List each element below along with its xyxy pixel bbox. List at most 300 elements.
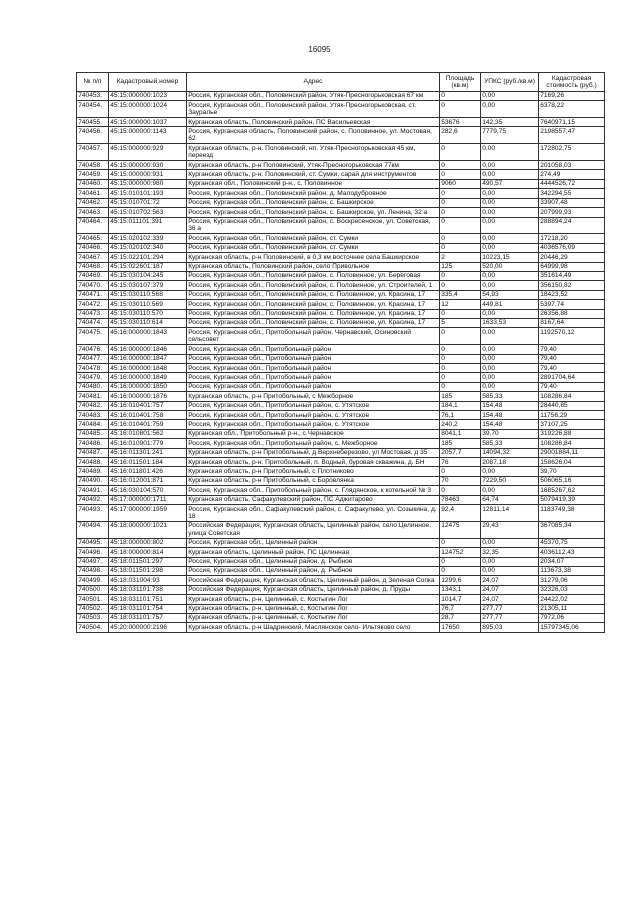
cell-upks: 490,57 (481, 179, 539, 188)
cell-number: 740474. (77, 318, 109, 327)
table-row (77, 613, 605, 622)
cell-upks: 585,33 (481, 392, 539, 401)
cell-number: 740496. (77, 548, 109, 557)
table-row (77, 345, 605, 354)
cell-number: 740462. (77, 198, 109, 207)
cell-number: 740495. (77, 538, 109, 547)
cell-area: 70 (440, 476, 481, 485)
cell-cadastral-cost: 356150,82 (539, 281, 605, 290)
cell-upks: 0,00 (481, 217, 539, 234)
cell-cadastral-number: 45:16:000000:1876 (109, 392, 187, 401)
cell-address: Курганская область, Половинский район, село Привольное (187, 262, 440, 271)
cell-upks: 39,70 (481, 429, 539, 438)
cell-cadastral-number: 45:17:000000:1959 (109, 505, 187, 522)
cell-cadastral-number: 45:16:000000:1847 (109, 354, 187, 363)
cell-cadastral-number: 45:16:010401:757 (109, 401, 187, 410)
cell-address: Курганская область, р-н Притобольный, с Плотниково (187, 467, 440, 476)
cell-cadastral-number: 45:16:010401:758 (109, 411, 187, 420)
cell-area: 0 (440, 271, 481, 280)
table-row (77, 420, 605, 429)
cell-address: Россия, Курганская обл., Целинный район, д. Рыбное (187, 566, 440, 575)
cell-cadastral-number: 45:16:000000:1846 (109, 345, 187, 354)
cell-number: 740456. (77, 127, 109, 144)
cell-address: Курганская обл., Притобольный р-н., с.Чернавское (187, 429, 440, 438)
cell-number: 740477. (77, 354, 109, 363)
cell-area: 0 (440, 566, 481, 575)
cell-cadastral-cost: 26356,88 (539, 309, 605, 318)
cell-upks: 29,43 (481, 521, 539, 538)
cell-number: 740461. (77, 189, 109, 198)
cell-cadastral-cost: 351614,49 (539, 271, 605, 280)
cell-cadastral-cost: 28440,65 (539, 401, 605, 410)
cell-cadastral-cost: 29001884,11 (539, 448, 605, 457)
cell-number: 740487. (77, 448, 109, 457)
table-row (77, 318, 605, 327)
cell-upks: 1633,53 (481, 318, 539, 327)
cell-upks: 64,74 (481, 495, 539, 504)
cell-area: 282,6 (440, 127, 481, 144)
cell-cadastral-number: 45:15:022101:294 (109, 253, 187, 262)
header-upks: УПКС (руб./кв.м) (481, 73, 539, 92)
cell-number: 740469. (77, 271, 109, 280)
cell-address: Россия, Курганская обл., Притобольный район (187, 354, 440, 363)
cell-area: 1343,1 (440, 585, 481, 594)
cell-area: 0 (440, 281, 481, 290)
cell-address: Курганская область, р-н Половинский, Утяк-Пресногорьковская 77км (187, 161, 440, 170)
cell-cadastral-cost: 32326,03 (539, 585, 605, 594)
cell-cadastral-number: 45:15:010702:563 (109, 208, 187, 217)
table-row (77, 281, 605, 290)
header-number: № п/п (77, 73, 109, 92)
cell-cadastral-cost: 1183749,38 (539, 505, 605, 522)
cell-cadastral-number: 45:15:030107:379 (109, 281, 187, 290)
cell-cadastral-number: 45:16:012001:871 (109, 476, 187, 485)
cadastral-register-table (76, 72, 605, 633)
cell-number: 740478. (77, 364, 109, 373)
cell-address: Курганская область, р-н. Целинный, с. Костыгин Лог (187, 595, 440, 604)
cell-cadastral-cost: 79,40 (539, 364, 605, 373)
cell-cadastral-cost: 79,40 (539, 354, 605, 363)
cell-area: 0 (440, 161, 481, 170)
cell-address: Россия, Курганская обл., Сафакулевский район, с. Сафакулево, ул. Созыкина, д. 18 (187, 505, 440, 522)
cell-address: Россия, Курганская обл., Притобольный район, с. Межборное (187, 439, 440, 448)
cell-upks: 154,48 (481, 411, 539, 420)
cell-cadastral-number: 45:15:000000:1037 (109, 118, 187, 127)
cell-area: 2 (440, 253, 481, 262)
cell-number: 740479. (77, 373, 109, 382)
cell-area: 335,4 (440, 290, 481, 299)
table-row (77, 538, 605, 547)
cell-cadastral-number: 45:16:011301:241 (109, 448, 187, 457)
page-number: 16095 (308, 45, 331, 54)
cell-address: Российская Федерация, Курганская область, Целинный район, село Целинное, улица Советская (187, 521, 440, 538)
table-row (77, 373, 605, 382)
cell-number: 740463. (77, 208, 109, 217)
cell-cadastral-number: 45:15:030104:245 (109, 271, 187, 280)
cell-address: Россия, Курганская обл., Половинский район, с. Башкирское (187, 198, 440, 207)
table-row (77, 170, 605, 179)
cell-address: Россия, Курганская обл., Притобольный район, с. Утятское (187, 401, 440, 410)
cell-upks: 0,00 (481, 208, 539, 217)
cell-cadastral-number: 45:18:031101:738 (109, 585, 187, 594)
cell-cadastral-cost: 17218,20 (539, 234, 605, 243)
cell-address: Россия, Курганская обл., Половинский район, Утяк-Пресногорьковская, ст. Зауралье (187, 101, 440, 118)
cell-cadastral-cost: 172802,75 (539, 144, 605, 161)
cell-cadastral-number: 45:15:022601:187 (109, 262, 187, 271)
table-row (77, 521, 605, 538)
cell-upks: 0,00 (481, 538, 539, 547)
cell-upks: 0,00 (481, 198, 539, 207)
cell-number: 740475. (77, 328, 109, 345)
cell-upks: 7229,50 (481, 476, 539, 485)
cell-address: Россия, Курганская обл., Половинский район, с. Воскресенское, ул. Советская, 36 а (187, 217, 440, 234)
table-row (77, 354, 605, 363)
table-row (77, 179, 605, 188)
table-row (77, 448, 605, 457)
cell-address: Курганская область, р-н Притобольный, с Межборное (187, 392, 440, 401)
table-row (77, 253, 605, 262)
cell-number: 740457. (77, 144, 109, 161)
table-row (77, 585, 605, 594)
cell-cadastral-cost: 367085,34 (539, 521, 605, 538)
cell-cadastral-number: 45:15:000000:930 (109, 161, 187, 170)
cell-number: 740494. (77, 521, 109, 538)
cell-cadastral-number: 45:15:030110:569 (109, 300, 187, 309)
cell-upks: 0,00 (481, 234, 539, 243)
cell-cadastral-number: 45:16:010401:759 (109, 420, 187, 429)
cell-area: 0 (440, 243, 481, 252)
cell-area: 0 (440, 345, 481, 354)
cell-area: 12475 (440, 521, 481, 538)
cell-cadastral-number: 45:16:030104:570 (109, 486, 187, 495)
cell-address: Россия, Курганская обл., Половинский район, с. Половинное, ул. Красина, 17 (187, 318, 440, 327)
cell-number: 740488. (77, 458, 109, 467)
cell-cadastral-cost: 33907,48 (539, 198, 605, 207)
cell-number: 740459. (77, 170, 109, 179)
cell-address: Россия, Курганская обл., Притобольный район (187, 364, 440, 373)
cell-address: Курганская область, р-н Притобольный, с Боровлянка (187, 476, 440, 485)
cell-area: 0 (440, 91, 481, 100)
cell-area: 0 (440, 170, 481, 179)
table-row (77, 486, 605, 495)
cell-cadastral-number: 45:18:031101:751 (109, 595, 187, 604)
cell-area: 76,7 (440, 604, 481, 613)
cell-area: 0 (440, 328, 481, 345)
cell-address: Курганская область, р-н Шадринский, Маслянское село- Ильтяково село (187, 623, 440, 632)
cell-address: Курганская область, р-н. Притобольный, п. Водный, буровая скважина, д. БН (187, 458, 440, 467)
cell-cadastral-cost: 45370,75 (539, 538, 605, 547)
cell-upks: 54,93 (481, 290, 539, 299)
cell-upks: 0,00 (481, 91, 539, 100)
cell-number: 740502. (77, 604, 109, 613)
table-row (77, 243, 605, 252)
cell-area: 0 (440, 144, 481, 161)
cell-area: 0 (440, 198, 481, 207)
cell-upks: 0,00 (481, 271, 539, 280)
table-row (77, 309, 605, 318)
cell-number: 740473. (77, 309, 109, 318)
cell-address: Россия, Курганская обл., Половинский район, д. Малодубровное (187, 189, 440, 198)
cell-area: 76 (440, 458, 481, 467)
cell-cadastral-number: 45:15:000000:1023 (109, 91, 187, 100)
table-row (77, 271, 605, 280)
table-row (77, 467, 605, 476)
cell-cadastral-number: 45:16:000000:1848 (109, 364, 187, 373)
header-area: Площадь (кв.м) (440, 73, 481, 92)
cell-area: 76,1 (440, 411, 481, 420)
cell-address: Россия, Курганская обл., Притобольный район, с. Утятское (187, 420, 440, 429)
table-row (77, 476, 605, 485)
cell-number: 740470. (77, 281, 109, 290)
cell-upks: 0,00 (481, 373, 539, 382)
cell-number: 740465. (77, 234, 109, 243)
cell-number: 740460. (77, 179, 109, 188)
cell-area: 240,2 (440, 420, 481, 429)
cell-cadastral-number: 45:17:000000:1711 (109, 495, 187, 504)
cell-cadastral-number: 45:18:011501:298 (109, 566, 187, 575)
table-row (77, 217, 605, 234)
table-row (77, 439, 605, 448)
cell-number: 740501. (77, 595, 109, 604)
cell-upks: 0,00 (481, 345, 539, 354)
cell-number: 740503. (77, 613, 109, 622)
cell-cadastral-number: 45:15:030110:568 (109, 290, 187, 299)
cell-cadastral-cost: 21305,11 (539, 604, 605, 613)
cell-upks: 0,00 (481, 144, 539, 161)
cell-cadastral-cost: 24422,02 (539, 595, 605, 604)
cell-number: 740499. (77, 576, 109, 585)
cell-cadastral-number: 45:15:010701:72 (109, 198, 187, 207)
cell-cadastral-cost: 288894,24 (539, 217, 605, 234)
cell-address: Курганская область, Половинский район, ПС Васильевская (187, 118, 440, 127)
table-row (77, 392, 605, 401)
cell-cadastral-cost: 108286,84 (539, 439, 605, 448)
cell-area: 0 (440, 354, 481, 363)
cell-cadastral-cost: 37107,25 (539, 420, 605, 429)
cell-area: 1014,7 (440, 595, 481, 604)
cell-upks: 0,00 (481, 382, 539, 391)
cell-area: 0 (440, 101, 481, 118)
cell-cadastral-cost: 4444526,72 (539, 179, 605, 188)
cell-area: 185 (440, 439, 481, 448)
cell-cadastral-number: 45:16:000000:1850 (109, 382, 187, 391)
cell-upks: 24,07 (481, 576, 539, 585)
cell-number: 740492. (77, 495, 109, 504)
cell-cadastral-number: 45:15:030110:570 (109, 309, 187, 318)
cell-number: 740464. (77, 217, 109, 234)
cell-number: 740485. (77, 429, 109, 438)
cell-cadastral-number: 45:18:000000:802 (109, 538, 187, 547)
cell-address: Россия, Курганская область, Половинский район, с. Половинное, ул. Мостовая, 62 (187, 127, 440, 144)
cell-upks: 7779,75 (481, 127, 539, 144)
cell-cadastral-cost: 108286,84 (539, 392, 605, 401)
cell-address: Россия, Курганская обл., Половинский район, Утяк-Пресногорьковская 67 км (187, 91, 440, 100)
cell-upks: 585,33 (481, 439, 539, 448)
table-row (77, 328, 605, 345)
cell-upks: 12811,14 (481, 505, 539, 522)
cell-cadastral-number: 45:16:000000:1843 (109, 328, 187, 345)
cell-number: 740486. (77, 439, 109, 448)
cell-upks: 520,00 (481, 262, 539, 271)
table-row (77, 91, 605, 100)
cell-number: 740454. (77, 101, 109, 118)
cell-upks: 449,81 (481, 300, 539, 309)
cell-cadastral-number: 45:20:000000:2196 (109, 623, 187, 632)
cell-upks: 0,00 (481, 354, 539, 363)
cell-area: 2057,7 (440, 448, 481, 457)
table-row (77, 458, 605, 467)
cell-cadastral-cost: 18423,52 (539, 290, 605, 299)
cell-number: 740489. (77, 467, 109, 476)
cell-number: 740455. (77, 118, 109, 127)
cell-cadastral-number: 45:15:011101:391 (109, 217, 187, 234)
cell-upks: 0,00 (481, 189, 539, 198)
cell-address: Россия, Курганская обл., Притобольный район (187, 345, 440, 354)
cell-upks: 0,00 (481, 364, 539, 373)
cell-area: 0 (440, 557, 481, 566)
cell-cadastral-number: 45:18:031101:757 (109, 613, 187, 622)
cell-cadastral-cost: 7169,26 (539, 91, 605, 100)
cell-cadastral-number: 45:16:010801:562 (109, 429, 187, 438)
table-row (77, 208, 605, 217)
cell-address: Россия, Курганская обл., Притобольный район, Чернавский, Осиновский сельсовет (187, 328, 440, 345)
cell-area: 8041,1 (440, 429, 481, 438)
table-row (77, 505, 605, 522)
cell-address: Курганская область, Сафакулевский район, ПС Аджитарово (187, 495, 440, 504)
table-row (77, 234, 605, 243)
cell-cadastral-cost: 11756,29 (539, 411, 605, 420)
cell-cadastral-number: 45:16:010901:779 (109, 439, 187, 448)
cell-upks: 0,00 (481, 170, 539, 179)
cell-address: Россия, Курганская обл., Половинский район, с. Половинное, ул. Красина, 17 (187, 290, 440, 299)
cell-upks: 24,07 (481, 585, 539, 594)
cell-cadastral-cost: 5079419,39 (539, 495, 605, 504)
cell-cadastral-cost: 79,40 (539, 382, 605, 391)
cell-address: Курганская обл., Половинский р-н., с. Половинное (187, 179, 440, 188)
cell-address: Россия, Курганская обл., Притобольный район (187, 382, 440, 391)
cell-area: 124752 (440, 548, 481, 557)
table-row (77, 429, 605, 438)
cell-cadastral-number: 45:18:011501:297 (109, 557, 187, 566)
table-row (77, 300, 605, 309)
cell-area: 0 (440, 538, 481, 547)
cell-cadastral-cost: 506065,16 (539, 476, 605, 485)
cell-upks: 0,00 (481, 328, 539, 345)
cell-cadastral-cost: 2891704,64 (539, 373, 605, 382)
table-row (77, 144, 605, 161)
cell-cadastral-number: 45:18:000000:1021 (109, 521, 187, 538)
cell-area: 0 (440, 234, 481, 243)
cell-cadastral-number: 45:16:011501:184 (109, 458, 187, 467)
cell-cadastral-number: 45:15:020102:340 (109, 243, 187, 252)
cell-area: 12 (440, 300, 481, 309)
cell-upks: 10223,15 (481, 253, 539, 262)
table-row (77, 548, 605, 557)
cell-cadastral-cost: 4036576,09 (539, 243, 605, 252)
table-row (77, 127, 605, 144)
cell-cadastral-cost: 2034,07 (539, 557, 605, 566)
cell-upks: 0,00 (481, 101, 539, 118)
cell-upks: 0,00 (481, 243, 539, 252)
cell-number: 740497. (77, 557, 109, 566)
table-row (77, 401, 605, 410)
cell-cadastral-number: 45:15:030110:614 (109, 318, 187, 327)
cell-number: 740453. (77, 91, 109, 100)
cell-cadastral-cost: 31279,06 (539, 576, 605, 585)
cell-address: Россия, Курганская обл., Половинский район, с. Половинное, ул. Красина, 17 (187, 309, 440, 318)
cell-area: 92,4 (440, 505, 481, 522)
cell-address: Россия, Курганская обл., Половинский район, с. Половинное, ул. Красина, 17 (187, 300, 440, 309)
cell-number: 740458. (77, 161, 109, 170)
cell-upks: 0,00 (481, 566, 539, 575)
cell-address: Курганская область, р-н. Целинный, с. Костыгин Лог (187, 613, 440, 622)
header-cadastral-cost: Кадастровая стоимость (руб.) (539, 73, 605, 92)
cell-upks: 277,77 (481, 613, 539, 622)
cell-number: 740472. (77, 300, 109, 309)
cell-area: 184,1 (440, 401, 481, 410)
cell-upks: 154,48 (481, 401, 539, 410)
cell-area: 0 (440, 373, 481, 382)
table-row (77, 382, 605, 391)
table-row (77, 411, 605, 420)
cell-address: Россия, Курганская обл., Половинский район, ст. Сумки (187, 243, 440, 252)
cell-cadastral-number: 45:16:000000:1849 (109, 373, 187, 382)
cell-cadastral-number: 45:16:011801:426 (109, 467, 187, 476)
cell-cadastral-number: 45:15:000000:929 (109, 144, 187, 161)
cell-cadastral-cost: 8167,64 (539, 318, 605, 327)
cell-cadastral-cost: 342294,55 (539, 189, 605, 198)
cell-upks: 0,00 (481, 281, 539, 290)
cell-cadastral-cost: 207999,93 (539, 208, 605, 217)
cell-address: Россия, Курганская обл., Половинский район, с. Башкирское, ул. Ленина, 32 а (187, 208, 440, 217)
table-row (77, 189, 605, 198)
cell-area: 0 (440, 189, 481, 198)
cell-upks: 277,77 (481, 604, 539, 613)
cell-address: Россия, Курганская обл., Половинский район, с. Половинное, ул. Береговая (187, 271, 440, 280)
cell-cadastral-cost: 4036112,43 (539, 548, 605, 557)
table-row (77, 495, 605, 504)
cell-address: Курганская область, р-н. Целинный, с. Костыгин Лог (187, 604, 440, 613)
cell-cadastral-cost: 274,49 (539, 170, 605, 179)
cell-number: 740468. (77, 262, 109, 271)
cell-cadastral-cost: 79,40 (539, 345, 605, 354)
cell-address: Курганская область, р-н. Половинский, нп. Утяк-Пресногорьковская 45 км, переезд (187, 144, 440, 161)
cell-address: Российская Федерация, Курганская область, Целинный район, д. Пруды (187, 585, 440, 594)
table-row (77, 364, 605, 373)
cell-cadastral-cost: 201058,03 (539, 161, 605, 170)
cell-upks: 2087,18 (481, 458, 539, 467)
cell-number: 740490. (77, 476, 109, 485)
cell-area: 0 (440, 486, 481, 495)
cell-number: 740467. (77, 253, 109, 262)
cell-address: Российская Федерация, Курганская область, Целинный район, д Зеленая Сопка (187, 576, 440, 585)
cell-area: 0 (440, 208, 481, 217)
cell-area: 5 (440, 318, 481, 327)
table-row (77, 161, 605, 170)
cell-cadastral-number: 45:15:020102:339 (109, 234, 187, 243)
cell-number: 740471. (77, 290, 109, 299)
cell-cadastral-number: 45:15:000000:1024 (109, 101, 187, 118)
cell-cadastral-cost: 15797345,06 (539, 623, 605, 632)
cell-address: Россия, Курганская обл., Целинный район (187, 538, 440, 547)
cell-number: 740504. (77, 623, 109, 632)
table-row (77, 101, 605, 118)
cell-address: Россия, Курганская обл., Притобольный район, с. Глядянское, к котельной № 3 (187, 486, 440, 495)
cell-cadastral-number: 45:15:000000:1143 (109, 127, 187, 144)
cell-cadastral-cost: 5397,74 (539, 300, 605, 309)
cell-cadastral-cost: 64999,98 (539, 262, 605, 271)
cell-upks: 14094,32 (481, 448, 539, 457)
